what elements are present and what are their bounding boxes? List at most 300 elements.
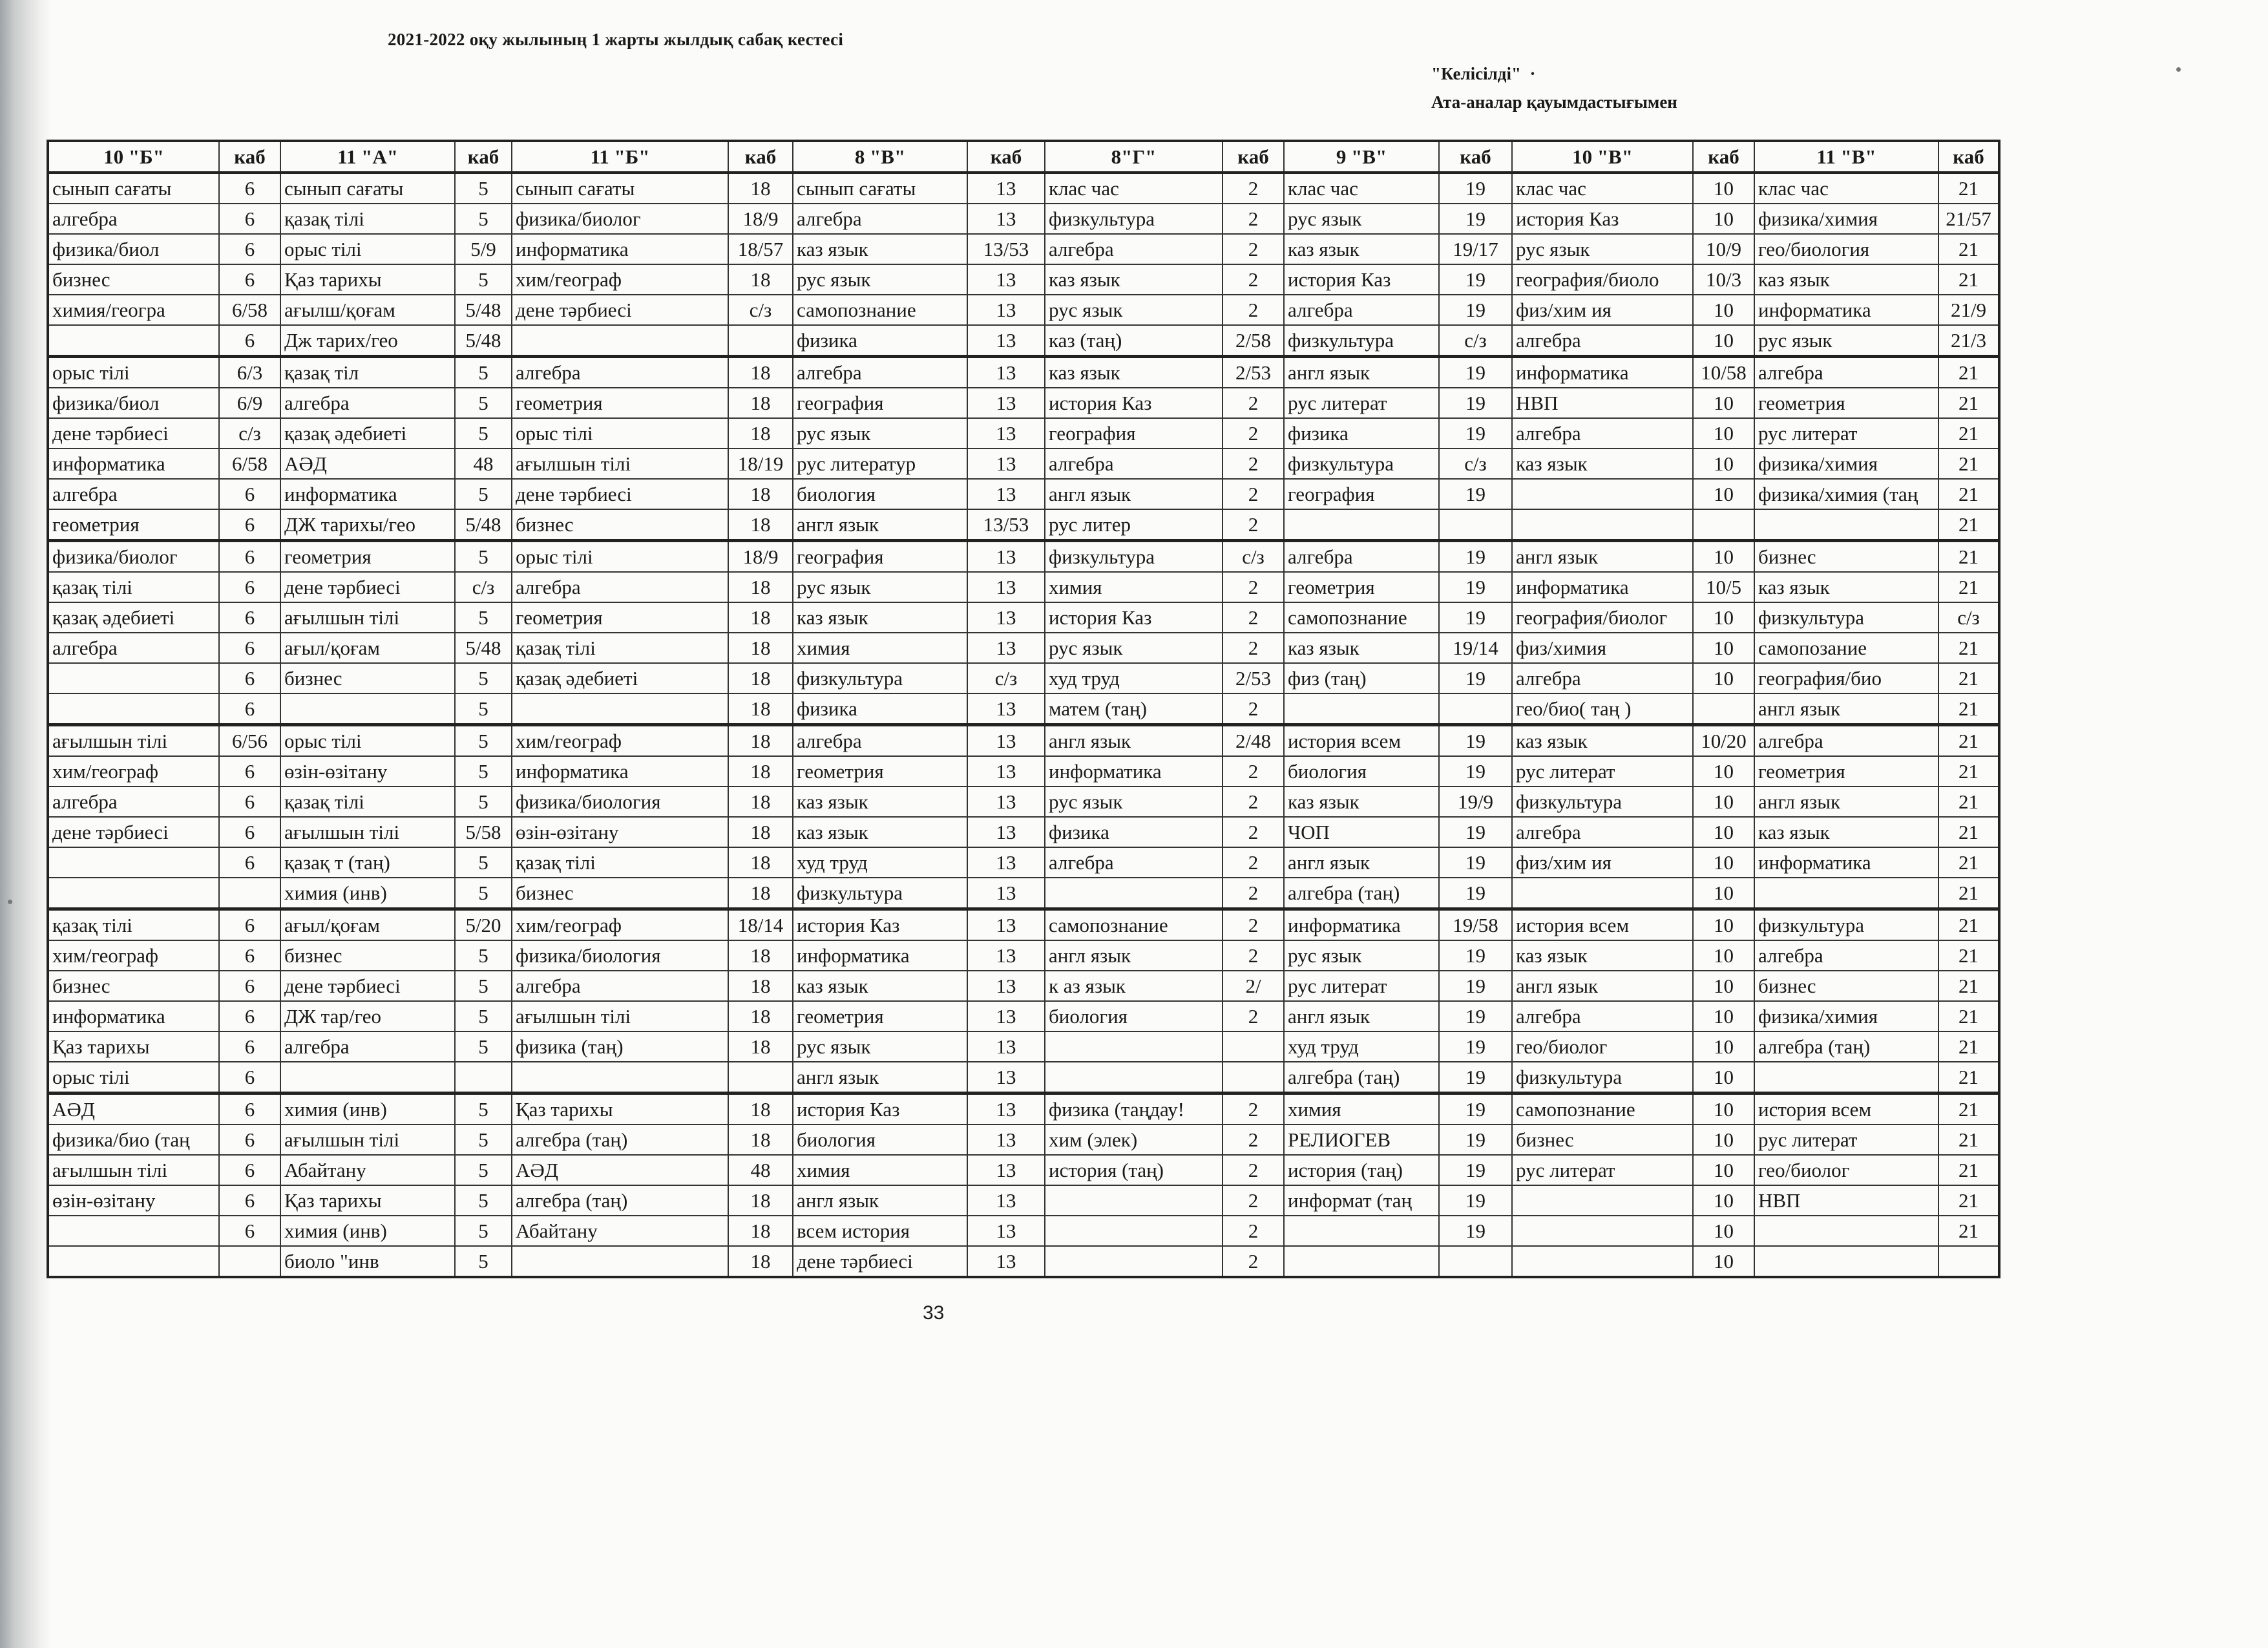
room-cell: 2/53	[1223, 663, 1284, 693]
subject-cell: клас час	[1512, 173, 1693, 204]
column-header-room: каб	[1693, 141, 1754, 173]
room-cell: 18	[728, 817, 793, 847]
room-cell: 13	[967, 602, 1045, 633]
subject-cell	[48, 325, 219, 357]
subject-cell	[1512, 878, 1693, 909]
subject-cell: физ/хим ия	[1512, 295, 1693, 325]
subject-cell: Абайтану	[512, 1216, 728, 1246]
room-cell: 2	[1223, 509, 1284, 541]
subject-cell: рус язык	[1512, 234, 1693, 264]
room-cell: 21	[1938, 817, 1999, 847]
room-cell: 18	[728, 847, 793, 878]
subject-cell: англ язык	[1284, 357, 1439, 388]
room-cell: 13	[967, 693, 1045, 725]
subject-cell: рус язык	[1754, 325, 1938, 357]
subject-cell: самопозание	[1754, 633, 1938, 663]
room-cell: 13	[967, 1093, 1045, 1125]
subject-cell: физика/химия	[1754, 204, 1938, 234]
subject-cell: каз язык	[1284, 633, 1439, 663]
subject-cell: физика	[1045, 817, 1223, 847]
room-cell: 6	[219, 1155, 280, 1185]
room-cell: 21	[1938, 693, 1999, 725]
room-cell: 2	[1223, 1001, 1284, 1031]
room-cell: 6	[219, 541, 280, 573]
subject-cell: бизнес	[512, 878, 728, 909]
column-header-room: каб	[728, 141, 793, 173]
subject-cell: физкультура	[1045, 204, 1223, 234]
room-cell: 19/14	[1439, 633, 1512, 663]
subject-cell: самопознание	[793, 295, 967, 325]
subject-cell: Дж тарих/гео	[280, 325, 455, 357]
subject-cell: хим/географ	[48, 940, 219, 971]
subject-cell: химия	[1045, 572, 1223, 602]
subject-cell: история Каз	[1045, 388, 1223, 418]
room-cell: 5	[455, 725, 512, 757]
column-header-class: 8 "В"	[793, 141, 967, 173]
room-cell: 19	[1439, 357, 1512, 388]
subject-cell: рус литерат	[1284, 971, 1439, 1001]
subject-cell: Қаз тарихы	[48, 1031, 219, 1062]
room-cell: 2	[1223, 204, 1284, 234]
subject-cell: алгебра	[1512, 1001, 1693, 1031]
subject-cell: ДЖ тар/гео	[280, 1001, 455, 1031]
subject-cell: англ язык	[1284, 847, 1439, 878]
subject-cell: самопознание	[1512, 1093, 1693, 1125]
room-cell: 6	[219, 264, 280, 295]
subject-cell: физ/химия	[1512, 633, 1693, 663]
room-cell: 21	[1938, 971, 1999, 1001]
subject-cell: история Каз	[1512, 204, 1693, 234]
subject-cell: АӘД	[280, 449, 455, 479]
room-cell	[1693, 693, 1754, 725]
subject-cell: рус язык	[1045, 295, 1223, 325]
room-cell: 5	[455, 173, 512, 204]
subject-cell	[1512, 1185, 1693, 1216]
page-title: 2021-2022 оқу жылының 1 жарты жылдық сабақ кестесі	[388, 30, 844, 49]
subject-cell	[48, 878, 219, 909]
room-cell: 19	[1439, 388, 1512, 418]
subject-cell: бизнес	[280, 663, 455, 693]
room-cell: 18	[728, 756, 793, 787]
room-cell: 21	[1938, 234, 1999, 264]
room-cell: 21	[1938, 173, 1999, 204]
subject-cell: алгебра	[1754, 357, 1938, 388]
subject-cell: история Каз	[793, 909, 967, 941]
table-row	[48, 1246, 1999, 1277]
subject-cell: англ язык	[1045, 940, 1223, 971]
room-cell: 21	[1938, 1062, 1999, 1093]
room-cell: 13/53	[967, 509, 1045, 541]
subject-cell: география/биоло	[1512, 264, 1693, 295]
subject-cell: каз язык	[1045, 357, 1223, 388]
subject-cell: алгебра	[1284, 295, 1439, 325]
table-row	[48, 264, 1999, 295]
room-cell: 2	[1223, 479, 1284, 509]
table-row	[48, 388, 1999, 418]
subject-cell: алгебра	[512, 572, 728, 602]
subject-cell: алгебра	[512, 357, 728, 388]
subject-cell: физкультура	[793, 878, 967, 909]
subject-cell	[512, 693, 728, 725]
room-cell: 21	[1938, 725, 1999, 757]
subject-cell: биология	[1284, 756, 1439, 787]
room-cell: 10	[1693, 1062, 1754, 1093]
subject-cell: информатика	[1754, 295, 1938, 325]
room-cell: 18	[728, 1216, 793, 1246]
subject-cell: худ труд	[1045, 663, 1223, 693]
subject-cell	[48, 663, 219, 693]
subject-cell: биология	[793, 479, 967, 509]
table-row	[48, 940, 1999, 971]
subject-cell: физика/биол	[48, 388, 219, 418]
column-header-class: 11 "Б"	[512, 141, 728, 173]
room-cell: 21	[1938, 449, 1999, 479]
room-cell: 13	[967, 940, 1045, 971]
room-cell	[1223, 1031, 1284, 1062]
room-cell: 10	[1693, 971, 1754, 1001]
subject-cell: алгебра	[1045, 449, 1223, 479]
column-header-class: 9 "В"	[1284, 141, 1439, 173]
subject-cell	[1512, 1216, 1693, 1246]
room-cell: 10	[1693, 1001, 1754, 1031]
subject-cell: каз (таң)	[1045, 325, 1223, 357]
subject-cell: алгебра	[1284, 541, 1439, 573]
room-cell: 6/58	[219, 295, 280, 325]
room-cell: с/з	[1439, 325, 1512, 357]
room-cell: 21	[1938, 1216, 1999, 1246]
room-cell: 21	[1938, 541, 1999, 573]
subject-cell: алгебра	[793, 204, 967, 234]
subject-cell: ағылшын тілі	[280, 817, 455, 847]
subject-cell: каз язык	[1045, 264, 1223, 295]
subject-cell	[48, 847, 219, 878]
subject-cell: информатика	[512, 234, 728, 264]
subject-cell: геометрия	[512, 388, 728, 418]
room-cell: 13	[967, 787, 1045, 817]
subject-cell	[1754, 878, 1938, 909]
room-cell: 13	[967, 971, 1045, 1001]
table-row	[48, 449, 1999, 479]
room-cell: 21	[1938, 572, 1999, 602]
room-cell: 18	[728, 1093, 793, 1125]
room-cell: 18	[728, 940, 793, 971]
room-cell: 19	[1439, 204, 1512, 234]
subject-cell: англ язык	[1754, 693, 1938, 725]
subject-cell: информатика	[48, 1001, 219, 1031]
room-cell: 5	[455, 756, 512, 787]
room-cell: 10/20	[1693, 725, 1754, 757]
subject-cell: физика	[793, 693, 967, 725]
room-cell: 19	[1439, 602, 1512, 633]
room-cell: 19/17	[1439, 234, 1512, 264]
subject-cell: клас час	[1754, 173, 1938, 204]
room-cell: 21	[1938, 357, 1999, 388]
subject-cell: история (таң)	[1284, 1155, 1439, 1185]
subject-cell: алгебра (таң)	[512, 1125, 728, 1155]
room-cell: 5/48	[455, 325, 512, 357]
room-cell	[455, 1062, 512, 1093]
subject-cell: хим/географ	[512, 264, 728, 295]
room-cell: 21/57	[1938, 204, 1999, 234]
subject-cell: ЧОП	[1284, 817, 1439, 847]
subject-cell: қазақ әдебиеті	[280, 418, 455, 449]
room-cell: 10	[1693, 1155, 1754, 1185]
room-cell: 18/19	[728, 449, 793, 479]
room-cell: 2	[1223, 817, 1284, 847]
subject-cell: рус язык	[793, 572, 967, 602]
page-number: 33	[923, 1302, 945, 1324]
subject-cell: гео/био( таң )	[1512, 693, 1693, 725]
subject-cell: қазақ т (таң)	[280, 847, 455, 878]
subject-cell: алгебра (таң)	[1284, 878, 1439, 909]
room-cell: 5	[455, 1155, 512, 1185]
scan-edge-shadow	[0, 0, 52, 1648]
room-cell	[1223, 1062, 1284, 1093]
subject-cell: история (таң)	[1045, 1155, 1223, 1185]
room-cell: 2	[1223, 940, 1284, 971]
subject-cell	[280, 1062, 455, 1093]
room-cell: 21	[1938, 633, 1999, 663]
room-cell: 19	[1439, 817, 1512, 847]
room-cell: 10	[1693, 633, 1754, 663]
subject-cell: ағылшын тілі	[512, 449, 728, 479]
subject-cell: химия (инв)	[280, 878, 455, 909]
subject-cell: химия	[793, 1155, 967, 1185]
subject-cell	[1045, 1246, 1223, 1277]
subject-cell: рус литерат	[1754, 1125, 1938, 1155]
room-cell: 5	[455, 1185, 512, 1216]
room-cell: 19	[1439, 1062, 1512, 1093]
subject-cell: бизнес	[1754, 541, 1938, 573]
subject-cell: орыс тілі	[512, 418, 728, 449]
subject-cell: дене тәрбиесі	[280, 971, 455, 1001]
subject-cell	[1045, 878, 1223, 909]
room-cell: 2	[1223, 847, 1284, 878]
room-cell: 13	[967, 633, 1045, 663]
subject-cell: сынып сағаты	[793, 173, 967, 204]
schedule-table	[47, 140, 2000, 1278]
room-cell: 13	[967, 878, 1045, 909]
room-cell: 19	[1439, 541, 1512, 573]
room-cell: 5	[455, 940, 512, 971]
subject-cell: каз язык	[793, 234, 967, 264]
approval-label: "Келісілді" ·	[1431, 64, 1536, 83]
subject-cell: рус язык	[1284, 940, 1439, 971]
table-row	[48, 756, 1999, 787]
subject-cell	[1754, 509, 1938, 541]
subject-cell: геометрия	[1754, 388, 1938, 418]
subject-cell: қазақ тілі	[280, 204, 455, 234]
room-cell: 6	[219, 173, 280, 204]
subject-cell: физика/биология	[512, 940, 728, 971]
subject-cell: сынып сағаты	[48, 173, 219, 204]
table-row	[48, 909, 1999, 941]
subject-cell	[48, 693, 219, 725]
subject-cell: самопознание	[1045, 909, 1223, 941]
subject-cell	[48, 1216, 219, 1246]
column-header-class: 10 "Б"	[48, 141, 219, 173]
room-cell	[1439, 1246, 1512, 1277]
room-cell: 19	[1439, 847, 1512, 878]
subject-cell	[1045, 1031, 1223, 1062]
room-cell: 10	[1693, 204, 1754, 234]
subject-cell: рус язык	[1284, 204, 1439, 234]
subject-cell: НВП	[1754, 1185, 1938, 1216]
subject-cell: каз язык	[1512, 940, 1693, 971]
room-cell: 2	[1223, 1093, 1284, 1125]
subject-cell: НВП	[1512, 388, 1693, 418]
room-cell: 10/9	[1693, 234, 1754, 264]
room-cell: 10	[1693, 388, 1754, 418]
subject-cell: каз язык	[1512, 725, 1693, 757]
room-cell: 6	[219, 1093, 280, 1125]
room-cell: 19	[1439, 940, 1512, 971]
approval-block	[1431, 59, 1677, 116]
subject-cell: қазақ тілі	[512, 847, 728, 878]
subject-cell: алгебра	[48, 633, 219, 663]
subject-cell: география/биолог	[1512, 602, 1693, 633]
room-cell: 5/58	[455, 817, 512, 847]
subject-cell: география	[793, 388, 967, 418]
subject-cell	[512, 325, 728, 357]
room-cell: 13	[967, 449, 1045, 479]
room-cell: 6	[219, 1062, 280, 1093]
subject-cell: алгебра	[1045, 234, 1223, 264]
column-header-room: каб	[1223, 141, 1284, 173]
room-cell: 5	[455, 264, 512, 295]
subject-cell: рус язык	[1045, 633, 1223, 663]
room-cell: 21/3	[1938, 325, 1999, 357]
room-cell: 19	[1439, 173, 1512, 204]
room-cell: 5	[455, 1246, 512, 1277]
subject-cell: Қаз тарихы	[280, 264, 455, 295]
subject-cell: орыс тілі	[280, 725, 455, 757]
subject-cell: алгебра (таң)	[512, 1185, 728, 1216]
subject-cell: өзін-өзітану	[280, 756, 455, 787]
room-cell: 10	[1693, 909, 1754, 941]
room-cell: 5	[455, 1093, 512, 1125]
subject-cell: геометрия	[793, 756, 967, 787]
table-row	[48, 357, 1999, 388]
subject-cell: алгебра	[512, 971, 728, 1001]
subject-cell: геометрия	[1754, 756, 1938, 787]
subject-cell: алгебра	[48, 204, 219, 234]
room-cell: 6	[219, 971, 280, 1001]
table-row	[48, 1001, 1999, 1031]
room-cell: 10	[1693, 1125, 1754, 1155]
subject-cell: информатика	[1512, 357, 1693, 388]
room-cell: 13	[967, 1125, 1045, 1155]
subject-cell: алгебра	[793, 357, 967, 388]
room-cell: 5	[455, 1125, 512, 1155]
room-cell: 2	[1223, 1246, 1284, 1277]
subject-cell	[1284, 509, 1439, 541]
table-row	[48, 725, 1999, 757]
room-cell: 2	[1223, 264, 1284, 295]
room-cell: 19	[1439, 295, 1512, 325]
table-row	[48, 1125, 1999, 1155]
room-cell: 6	[219, 847, 280, 878]
room-cell: 2	[1223, 295, 1284, 325]
room-cell: 18	[728, 1125, 793, 1155]
room-cell: 6	[219, 1216, 280, 1246]
room-cell: с/з	[1938, 602, 1999, 633]
room-cell: 5	[455, 357, 512, 388]
room-cell: 13	[967, 725, 1045, 757]
subject-cell: каз язык	[793, 787, 967, 817]
subject-cell: Қаз тарихы	[280, 1185, 455, 1216]
table-row	[48, 173, 1999, 204]
room-cell: 6	[219, 1001, 280, 1031]
room-cell: 10	[1693, 817, 1754, 847]
subject-cell: каз язык	[793, 817, 967, 847]
room-cell: 6	[219, 234, 280, 264]
schedule-body	[48, 173, 1999, 1277]
room-cell: 18	[728, 418, 793, 449]
room-cell: 19	[1439, 264, 1512, 295]
room-cell: 19	[1439, 1125, 1512, 1155]
table-row	[48, 234, 1999, 264]
room-cell: 6/56	[219, 725, 280, 757]
subject-cell: хим/географ	[48, 756, 219, 787]
room-cell: 5	[455, 787, 512, 817]
room-cell: 5	[455, 602, 512, 633]
room-cell: 21/9	[1938, 295, 1999, 325]
room-cell: 6	[219, 817, 280, 847]
room-cell: 48	[728, 1155, 793, 1185]
room-cell: 6	[219, 479, 280, 509]
subject-cell: каз язык	[1284, 787, 1439, 817]
subject-cell: дене тәрбиесі	[280, 572, 455, 602]
room-cell: 6	[219, 509, 280, 541]
room-cell: 10/3	[1693, 264, 1754, 295]
subject-cell: гео/биология	[1754, 234, 1938, 264]
subject-cell: информатика	[1754, 847, 1938, 878]
subject-cell: англ язык	[793, 509, 967, 541]
subject-cell: алгебра	[280, 1031, 455, 1062]
subject-cell: информатика	[48, 449, 219, 479]
table-row	[48, 1185, 1999, 1216]
room-cell: 6/9	[219, 388, 280, 418]
room-cell: 6	[219, 1125, 280, 1155]
subject-cell: геометрия	[280, 541, 455, 573]
table-row	[48, 418, 1999, 449]
subject-cell: география/био	[1754, 663, 1938, 693]
room-cell: 10	[1693, 295, 1754, 325]
room-cell: 6	[219, 1185, 280, 1216]
room-cell: 5	[455, 693, 512, 725]
subject-cell: қазақ әдебиеті	[512, 663, 728, 693]
table-row	[48, 693, 1999, 725]
subject-cell: география	[1045, 418, 1223, 449]
table-row	[48, 602, 1999, 633]
room-cell: 2	[1223, 693, 1284, 725]
room-cell: 10/58	[1693, 357, 1754, 388]
room-cell: 19	[1439, 725, 1512, 757]
subject-cell: ағылшын тілі	[48, 1155, 219, 1185]
room-cell: 21	[1938, 509, 1999, 541]
table-row	[48, 509, 1999, 541]
subject-cell: алгебра	[48, 479, 219, 509]
subject-cell: қазақ тілі	[512, 633, 728, 663]
room-cell: 6	[219, 940, 280, 971]
room-cell: 18	[728, 357, 793, 388]
room-cell: 10	[1693, 878, 1754, 909]
subject-cell: физкультура	[1512, 787, 1693, 817]
room-cell: 19	[1439, 1185, 1512, 1216]
room-cell: 5	[455, 479, 512, 509]
subject-cell: история всем	[1284, 725, 1439, 757]
